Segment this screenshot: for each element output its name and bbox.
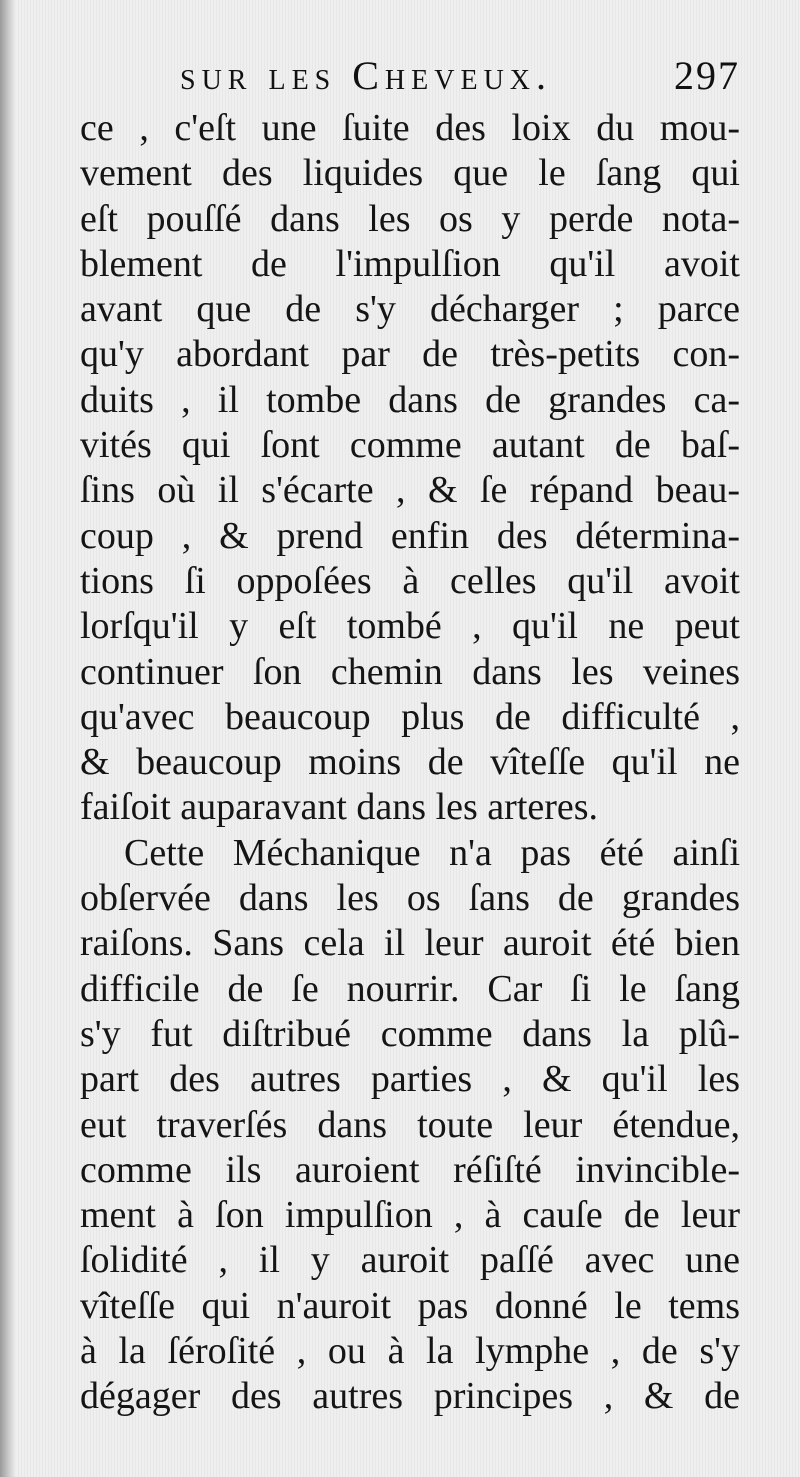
paragraph-2 xyxy=(80,831,740,1420)
text-line: tions ſi oppoſées à celles qu'il avoit xyxy=(80,559,740,602)
text-line: qu'y abordant par de très-petits con- xyxy=(80,333,740,376)
text-line: à la ſéroſité , ou à la lymphe , de s'y xyxy=(80,1330,740,1373)
text-line: eut traverſés dans toute leur étendue, xyxy=(80,1103,740,1146)
text-line: lorſqu'il y eſt tombé , qu'il ne peut xyxy=(80,605,740,648)
text-line: coup , & prend enfin des détermina- xyxy=(80,514,740,557)
page-header xyxy=(180,52,740,100)
page-number: 297 xyxy=(674,53,740,98)
page-binding-edge xyxy=(0,0,16,1477)
text-line: raiſons. Sans cela il leur auroit été bien xyxy=(80,922,740,965)
text-line: difficile de ſe nourrir. Car ſi le ſang xyxy=(80,967,740,1010)
text-line: dégager des autres principes , & de xyxy=(80,1375,740,1418)
text-line: ment à ſon impulſion , à cauſe de leur xyxy=(80,1194,740,1237)
body-text xyxy=(80,106,740,1420)
text-line: faiſoit auparavant dans les arteres. xyxy=(80,786,599,829)
text-line: vement des liquides que le ſang qui xyxy=(80,152,740,195)
text-line: vîteſſe qui n'auroit pas donné le tems xyxy=(80,1284,740,1327)
text-line: part des autres parties , & qu'il les xyxy=(80,1058,740,1101)
text-line: eſt pouſſé dans les os y perde nota- xyxy=(80,197,740,240)
text-line: & beaucoup moins de vîteſſe qu'il ne xyxy=(80,741,740,784)
text-line: ce , c'eſt une ſuite des loix du mou- xyxy=(80,107,740,149)
text-line: ſolidité , il y auroit paſſé avec une xyxy=(80,1239,740,1282)
text-line: s'y fut diſtribué comme dans la plû- xyxy=(80,1012,740,1055)
text-line: vités qui ſont comme autant de baſ- xyxy=(80,424,740,467)
text-line: avant que de s'y décharger ; parce xyxy=(80,288,740,331)
text-line: comme ils auroient réſiſté invincible- xyxy=(80,1148,740,1191)
text-line: duits , il tombe dans de grandes ca- xyxy=(80,378,740,421)
paragraph-1 xyxy=(80,106,740,831)
running-head: sur les Cheveux. xyxy=(180,53,553,98)
text-line: ſins où il s'écarte , & ſe répand beau- xyxy=(80,469,740,512)
text-line: continuer ſon chemin dans les veines xyxy=(80,650,740,693)
text-line: Cette Méchanique n'a pas été ainſi xyxy=(124,831,740,874)
text-line: qu'avec beaucoup plus de difficulté , xyxy=(80,695,740,738)
text-line: obſervée dans les os ſans de grandes xyxy=(80,877,740,920)
text-line: blement de l'impulſion qu'il avoit xyxy=(80,242,740,285)
